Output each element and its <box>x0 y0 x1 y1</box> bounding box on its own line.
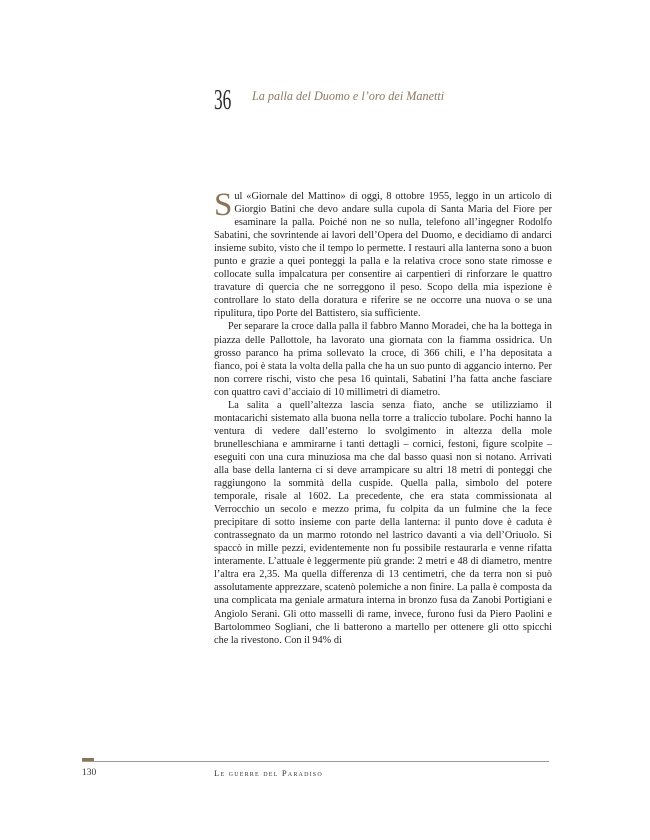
chapter-title: La palla del Duomo e l’oro dei Manetti <box>252 89 445 103</box>
footer-rule <box>82 761 549 762</box>
paragraph-2: Per separare la croce dalla palla il fabbro Manno Moradei, che ha la bottega in piazza delle Pallottole, ha lavorato una giornata con la fiamma ossidrica. Un grosso paranco ha prima sollevato la croce, di 366 chili, e l’ha depositata a fianco, poi è stata la volta della palla che ha un suo punto di aggancio interno. Per non correre rischi, visto che pesa 16 quintali, Sabatini l’ha fatta anche fasciare con quattro cavi d’acciaio di 10 millimetri di diametro. <box>214 321 552 398</box>
paragraph-3: La salita a quell’altezza lascia senza fiato, anche se utilizziamo il montacarichi sistemato alla buona nella torre a traliccio tubolare. Pochi hanno la ventura di vedere dall’esterno lo svolgimento in altezza della mole brunelleschiana e ammirarne i tanti dettagli – cornici, festoni, figure scolpite – eseguiti con una cura minuziosa ma che dal basso quasi non si notano. Arrivati alla base della lanterna ci si deve arrampicare su altri 18 metri di ponteggi che raggiungono la sommità della cuspide. Quella palla, simbolo del potere temporale, risale al 1602. La precedente, che era stata commissionata al Verrocchio un secolo e mezzo prima, fu colpita da un fulmine che la fece precipitare di sotto insieme con parte della lanterna: il punto dove è caduta è contrassegnato da un marmo rotondo nel lastrico davanti a via dell’Oriuolo. Si spaccò in mille pezzi, evidentemente non fu possibile restaurarla e venne rifatta interamente. L’attuale è leggermente più grande: 2 metri e 48 di diametro, mentre l’altra era 2,35. Ma quella differenza di 13 centimetri, che da terra non si può assolutamente apprezzare, scatenò polemiche a non finire. La palla è composta da una complicata ma geniale armatura interna in bronzo fusa da Zanobi Portigiani e Angiolo Serani. Gli otto masselli di rame, invece, furono fusi da Piero Paolini e Bartolommeo Sogliani, che li batterono a martello per ottenere gli otto spicchi che la rivestono. Con il 94% di <box>214 399 552 646</box>
drop-cap: S <box>214 187 233 223</box>
chapter-number: 36 <box>214 85 232 116</box>
paragraph-1-text: ul «Giornale del Mattino» di oggi, 8 ottobre 1955, leggo in un articolo di Giorgio Batini che devo andare sulla cupola di Santa Maria del Fiore per esaminare la palla. Poiché non ne so nulla, telefono all’ingegner Rodolfo Sabatini, che sovrintende ai lavori dell’Opera del Duomo, e decidiamo di andarci insieme subito, visto che il tempo lo permette. I restauri alla lanterna sono a buon punto e grazie a quei ponteggi la palla e la relativa croce sono state rimosse e collocate sulla impalcatura per consentire ai carpentieri di rinforzare le quattro travature di quercia che ne sorreggono il peso. Scopo della mia ispezione è controllare lo stato della doratura e riferire se ne occorre una nuova o se una ripulitura, tipo Porte del Battistero, sia sufficiente. <box>214 191 552 320</box>
page-number: 130 <box>82 768 97 778</box>
paragraph-1 <box>214 187 552 320</box>
running-title: Le guerre del Paradiso <box>214 768 323 778</box>
body-text <box>214 187 552 647</box>
